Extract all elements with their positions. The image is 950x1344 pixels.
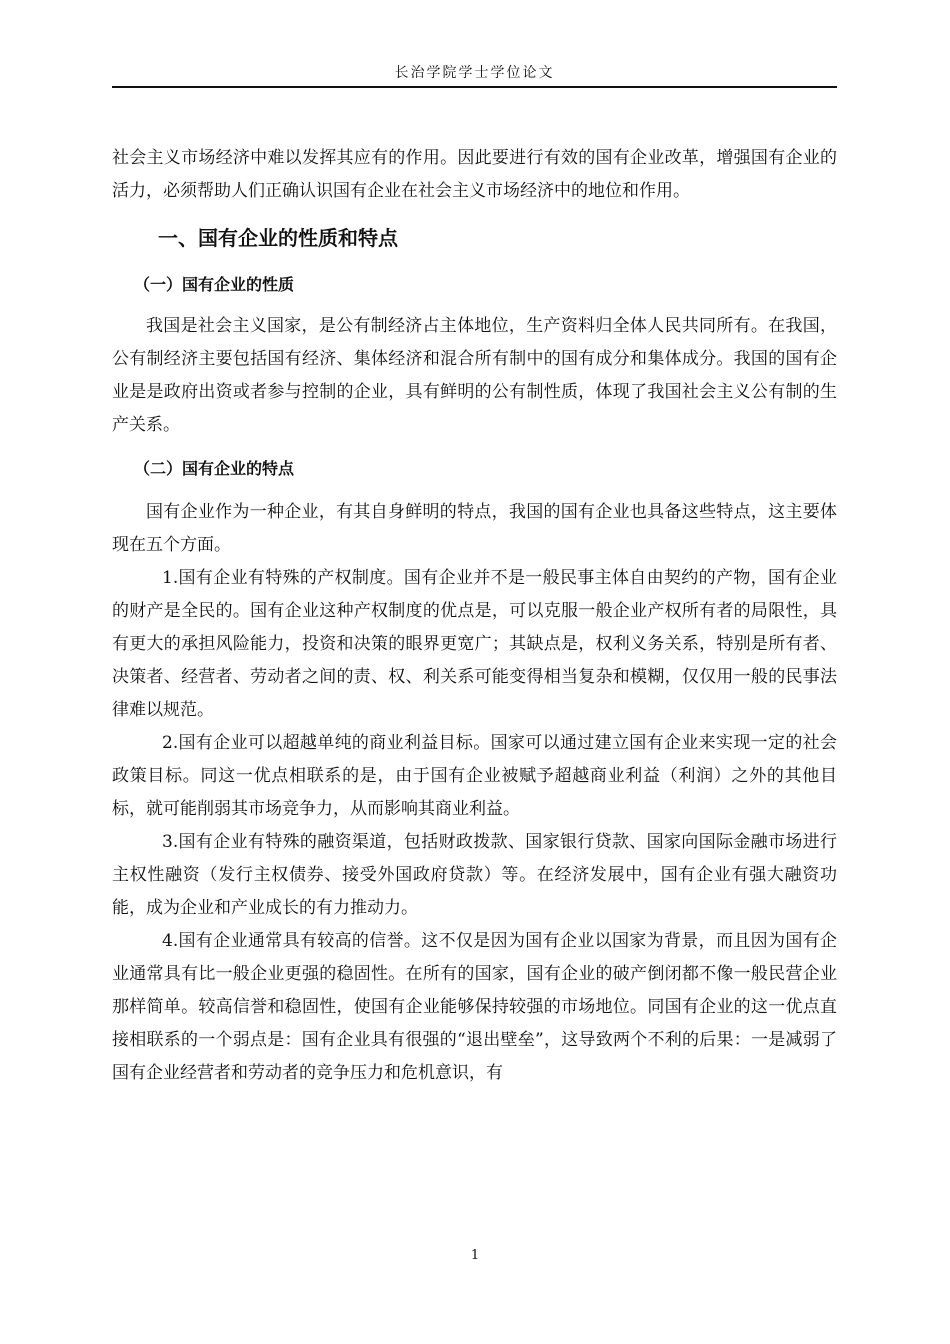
- features-intro-paragraph: 国有企业作为一种企业，有其自身鲜明的特点，我国的国有企业也具备这些特点，这主要体现在五个方面。: [112, 502, 837, 555]
- feature-item-1: 1.国有企业有特殊的产权制度。国有企业并不是一般民事主体自由契约的产物，国有企业的财产是全民的。国有企业这种产权制度的优点是，可以克服一般企业产权所有者的局限性，具有更大的承担风险能力，投资和决策的眼界更宽广；其缺点是，权利义务关系，特别是所有者、决策者、经营者、劳动者之间的责、权、利关系可能变得相当复杂和模糊，仅仅用一般的民事法律难以规范。: [112, 568, 837, 720]
- feature-item-3: 3.国有企业有特殊的融资渠道，包括财政拨款、国家银行贷款、国家向国际金融市场进行主权性融资（发行主权债券、接受外国政府贷款）等。在经济发展中，国有企业有强大融资功能，成为企业和产业成长的有力推动力。: [112, 832, 837, 918]
- subsection-heading-nature: （一）国有企业的性质: [134, 275, 295, 294]
- feature-item-4: 4.国有企业通常具有较高的信誉。这不仅是因为国有企业以国家为背景，而且因为国有企业通常具有比一般企业更强的稳固性。在所有的国家，国有企业的破产倒闭都不像一般民营企业那样简单。较高信誉和稳固性，使国有企业能够保持较强的市场地位。同国有企业的这一优点直接相联系的一个弱点是：国有企业具有很强的“退出壁垒”，这导致两个不利的后果：一是减弱了国有企业经营者和劳动者的竞争压力和危机意识，有: [112, 931, 837, 1083]
- section-heading: 一、国有企业的性质和特点: [158, 226, 398, 250]
- header-title: 长治学院学士学位论文: [394, 65, 555, 81]
- feature-item-2: 2.国有企业可以超越单纯的商业利益目标。国家可以通过建立国有企业来实现一定的社会政策目标。同这一优点相联系的是，由于国有企业被赋予超越商业利益（利润）之外的其他目标，就可能削弱其市场竞争力，从而影响其商业利益。: [112, 733, 837, 819]
- subsection-heading-features: （二）国有企业的特点: [134, 459, 295, 478]
- nature-paragraph: 我国是社会主义国家，是公有制经济占主体地位，生产资料归全体人民共同所有。在我国，公有制经济主要包括国有经济、集体经济和混合所有制中的国有成分和集体成分。我国的国有企业是是政府出资或者参与控制的企业，具有鲜明的公有制性质，体现了我国社会主义公有制的生产关系。: [112, 316, 837, 435]
- page-header: [112, 60, 837, 88]
- intro-paragraph: 社会主义市场经济中难以发挥其应有的作用。因此要进行有效的国有企业改革，增强国有企业的活力，必须帮助人们正确认识国有企业在社会主义市场经济中的地位和作用。: [112, 148, 837, 201]
- document-body: [112, 142, 837, 1090]
- page-number: 1: [470, 1248, 480, 1263]
